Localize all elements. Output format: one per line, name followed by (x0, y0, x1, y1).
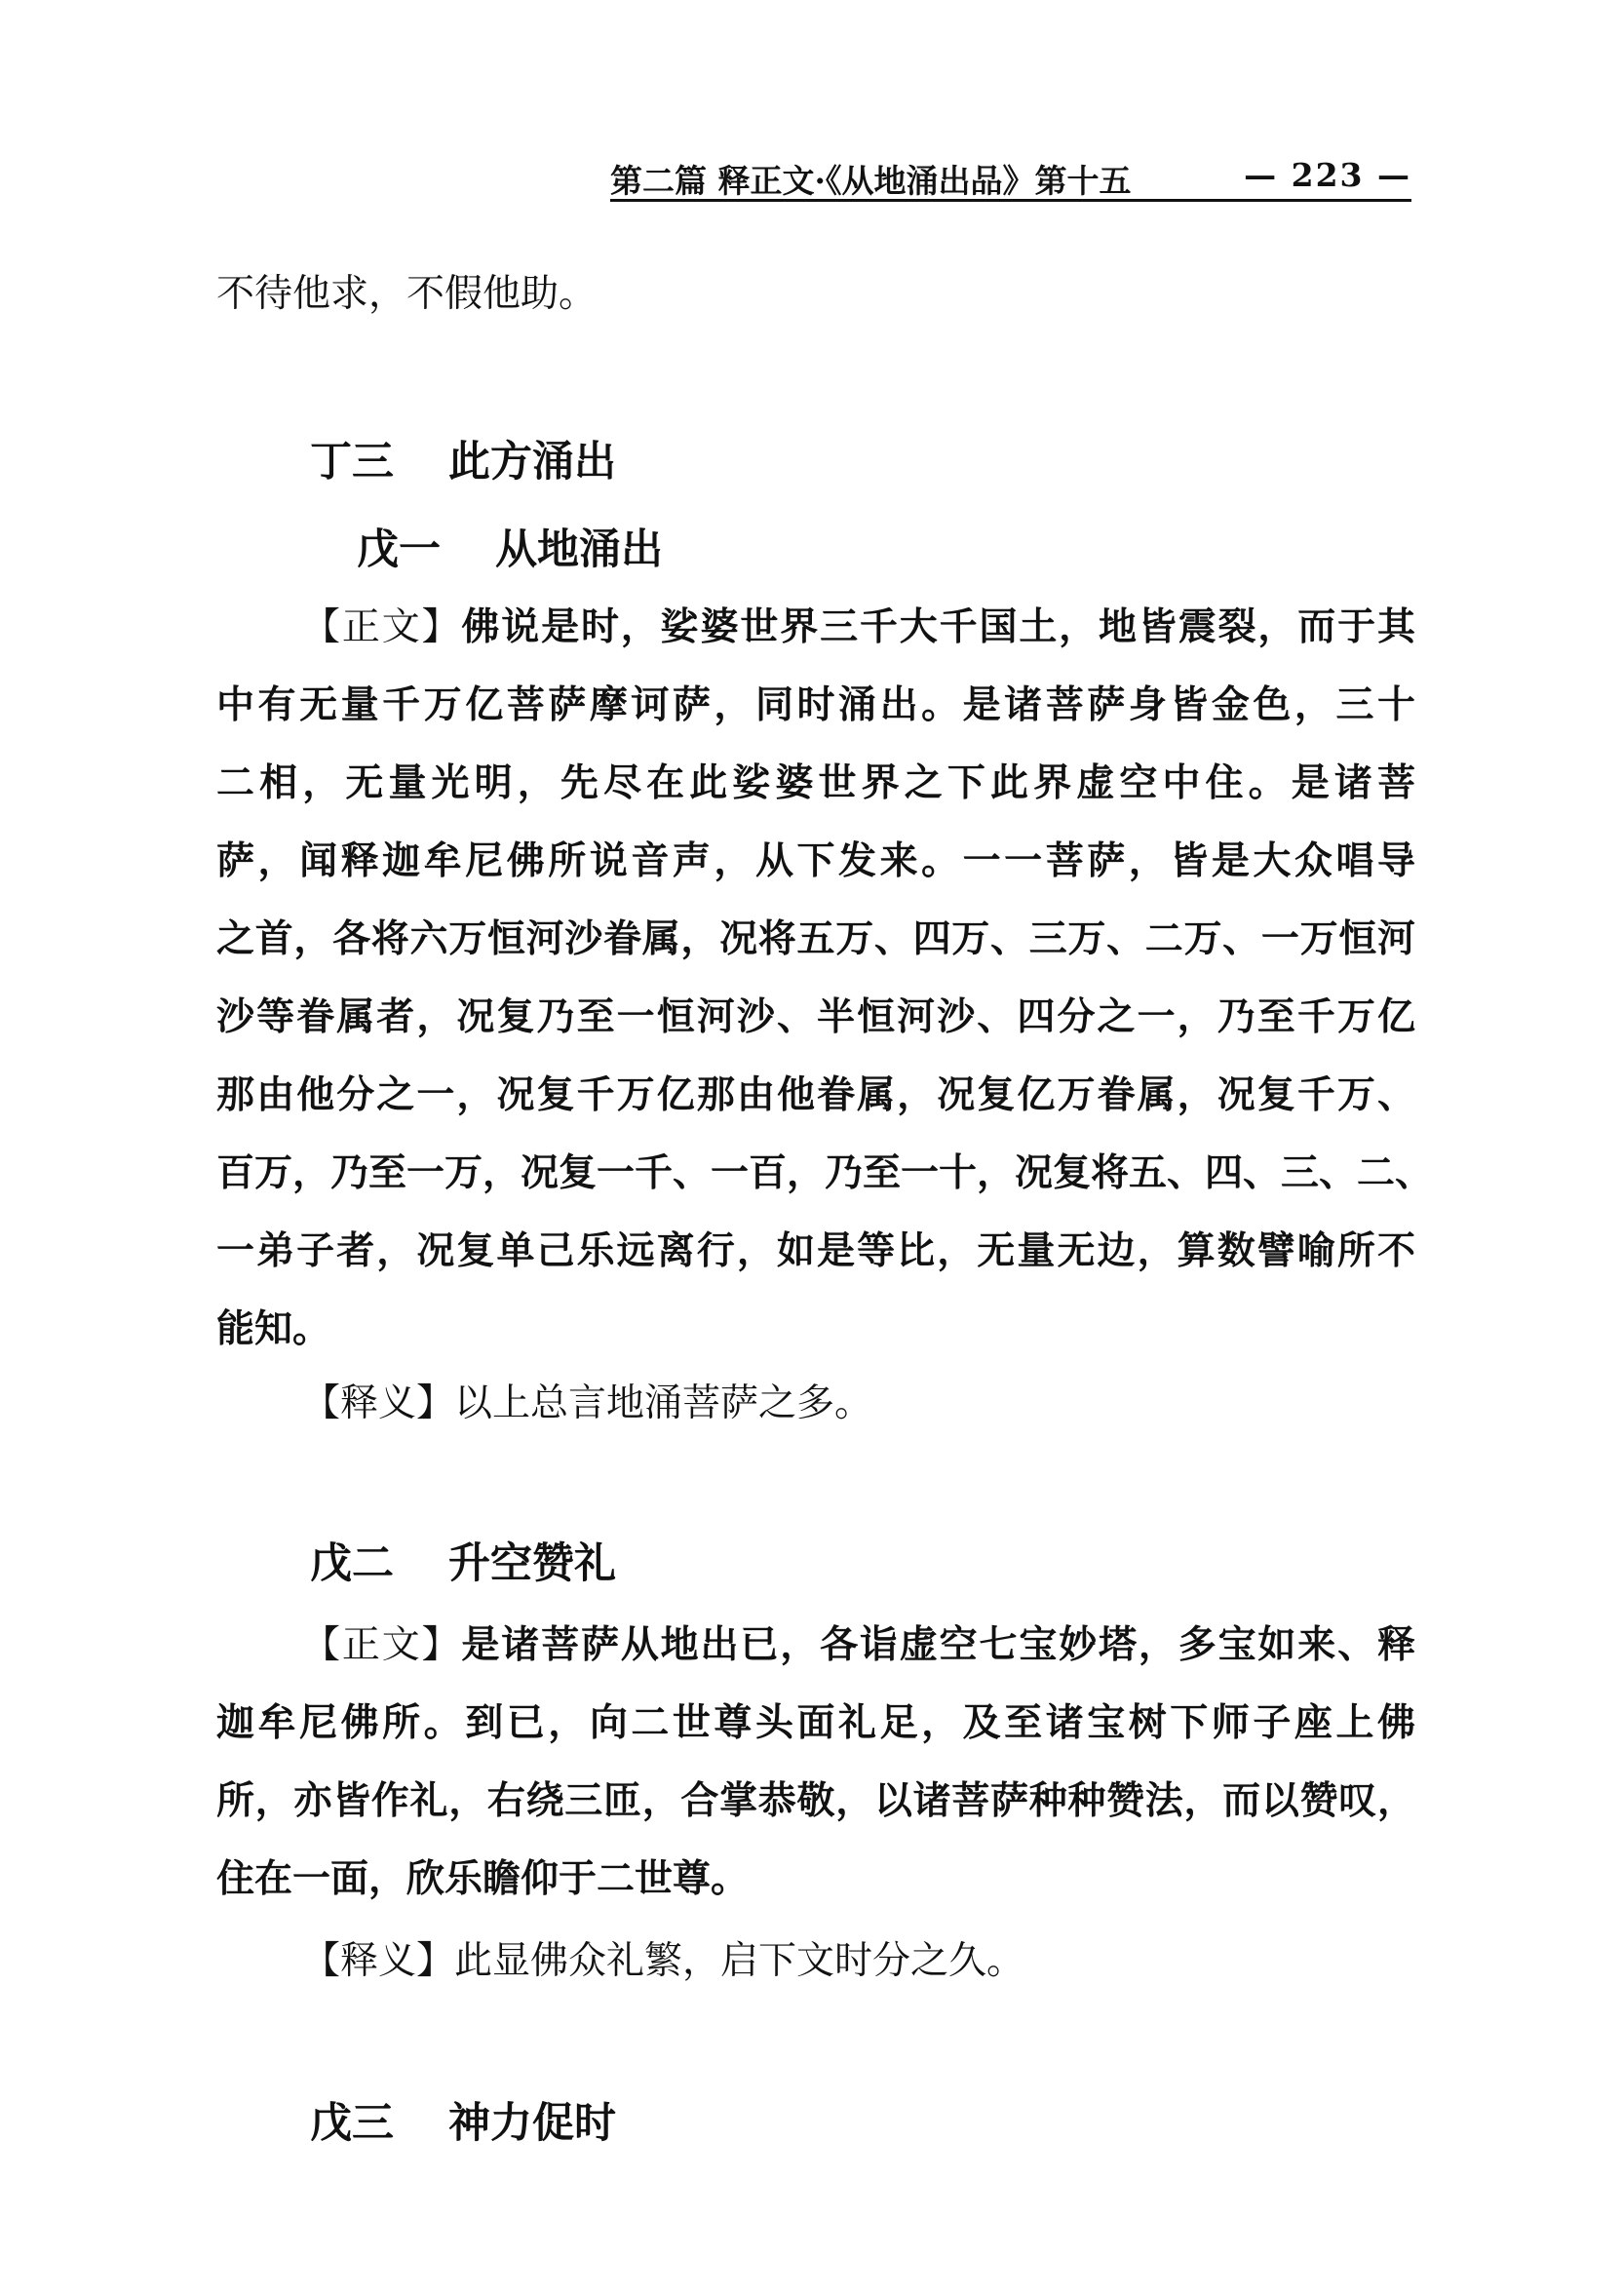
passage-2-text (216, 1607, 1415, 1919)
section-title: 从地涌出 (495, 525, 663, 574)
explanation-text: 此显佛众礼繁，启下文时分之久。 (454, 1939, 1025, 1983)
passage-line: 萨，闻释迦牟尼佛所说音声，从下发来。一一菩萨，皆是大众唱导 (216, 839, 1415, 883)
section-heading-wu2 (310, 1531, 616, 1590)
passage-line: 之首，各将六万恒河沙眷属，况将五万、四万、三万、二万、一万恒河 (216, 917, 1415, 961)
section-title: 神力促时 (448, 2099, 616, 2148)
explanation-text: 以上总言地涌菩萨之多。 (454, 1381, 873, 1425)
section-label: 丁三 (310, 438, 394, 486)
zhengwen-tag: 【正文】 (302, 1623, 462, 1667)
passage-line: 迦牟尼佛所。到已，向二世尊头面礼足，及至诸宝树下师子座上佛 (216, 1701, 1415, 1745)
section-label: 戊三 (310, 2099, 394, 2148)
passage-line: 中有无量千万亿菩萨摩诃萨，同时涌出。是诸菩萨身皆金色，三十 (216, 683, 1415, 727)
passage-line: 住在一面，欣乐瞻仰于二世尊。 (216, 1857, 750, 1901)
explanation-2 (216, 1923, 1501, 2001)
intro-line: 不待他求，不假他助。 (216, 272, 598, 316)
passage-line: 一弟子者，况复单己乐远离行，如是等比，无量无边，算数譬喻所不 (216, 1229, 1415, 1273)
passage-line: 【正文】佛说是时，娑婆世界三千大千国土，地皆震裂，而于其 (302, 605, 1415, 649)
passage-line: 那由他分之一，况复千万亿那由他眷属，况复亿万眷属，况复千万、 (216, 1073, 1415, 1117)
section-title: 升空赞礼 (448, 1539, 616, 1588)
running-header (610, 156, 1411, 202)
passage-line: 所，亦皆作礼，右绕三匝，合掌恭敬，以诸菩萨种种赞法，而以赞叹， (216, 1779, 1415, 1823)
page-number: — 223 — (1244, 156, 1411, 194)
shiyi-tag: 【释义】 (302, 1939, 455, 1983)
passage-1-text (216, 589, 1434, 1369)
section-heading-wu3 (310, 2090, 616, 2150)
section-label: 戊一 (357, 525, 441, 574)
passage-line: 【正文】是诸菩萨从地出已，各诣虚空七宝妙塔，多宝如来、释 (302, 1623, 1415, 1667)
shiyi-tag: 【释义】 (302, 1381, 455, 1425)
section-heading-ding3 (310, 429, 616, 488)
section-label: 戊二 (310, 1539, 394, 1588)
passage-line: 能知。 (216, 1307, 331, 1351)
section-title: 此方涌出 (448, 438, 616, 486)
zhengwen-tag: 【正文】 (302, 605, 462, 649)
passage-line: 百万，乃至一万，况复一千、一百，乃至一十，况复将五、四、三、二、 (216, 1151, 1434, 1195)
explanation-1 (216, 1365, 1501, 1443)
section-heading-wu1 (357, 517, 663, 576)
passage-line: 二相，无量光明，先尽在此娑婆世界之下此界虚空中住。是诸菩 (216, 761, 1415, 805)
chapter-title: 第二篇 释正文·《从地涌出品》第十五 (610, 162, 1132, 200)
passage-line: 沙等眷属者，况复乃至一恒河沙、半恒河沙、四分之一，乃至千万亿 (216, 995, 1415, 1039)
